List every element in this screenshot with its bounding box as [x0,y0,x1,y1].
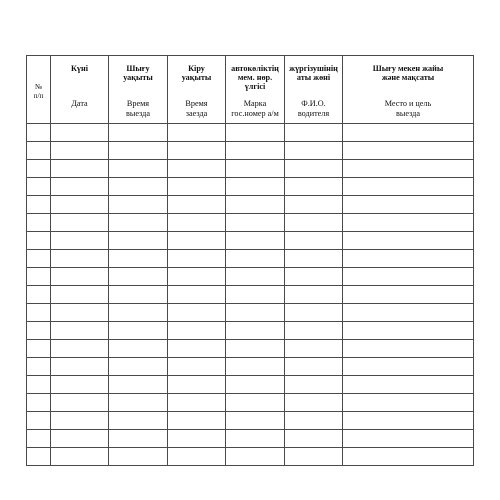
table-cell [285,358,343,376]
table-cell [285,160,343,178]
table-cell [51,448,109,466]
table-cell [109,178,168,196]
table-cell [285,232,343,250]
table-row [27,268,474,286]
table-cell [285,214,343,232]
table-cell [226,412,285,430]
table-cell [285,178,343,196]
col-header-driver-ru: Ф.И.О. водителя [297,99,330,118]
col-header-number [27,56,51,124]
table-cell [109,268,168,286]
table-cell [343,196,474,214]
table-cell [343,340,474,358]
table-cell [285,142,343,160]
table-cell [51,124,109,142]
table-cell [343,214,474,232]
table-cell [27,142,51,160]
table-cell [109,250,168,268]
table-cell [51,304,109,322]
table-cell [51,322,109,340]
col-header-vehicle-ru: Марка гос.номер а/м [231,99,279,118]
table-row [27,412,474,430]
table-cell [226,430,285,448]
col-header-arrival-time-ru: Время заезда [185,99,208,118]
table-cell [51,250,109,268]
table-cell [285,430,343,448]
table-cell [27,250,51,268]
table-cell [109,286,168,304]
table-cell [285,124,343,142]
table-cell [27,322,51,340]
log-table [26,55,474,466]
table-cell [27,214,51,232]
table-cell [343,394,474,412]
table-cell [51,160,109,178]
table-cell [51,412,109,430]
table-cell [226,340,285,358]
table-cell [27,268,51,286]
col-header-date-ru: Дата [71,99,88,108]
table-cell [168,214,226,232]
table-cell [109,394,168,412]
col-header-arrival-time-kz: Кіру уақыты [181,64,212,82]
table-cell [285,268,343,286]
table-cell [226,304,285,322]
table-cell [285,286,343,304]
table-cell [343,178,474,196]
table-cell [168,268,226,286]
table-cell [168,232,226,250]
table-cell [27,394,51,412]
log-body [27,124,474,466]
table-row [27,232,474,250]
table-cell [343,430,474,448]
table-cell [285,322,343,340]
col-header-departure-time-kz: Шығу уақыты [123,64,153,82]
table-cell [226,232,285,250]
table-cell [343,232,474,250]
table-row [27,160,474,178]
table-cell [51,196,109,214]
table-cell [168,358,226,376]
table-cell [168,412,226,430]
table-cell [226,178,285,196]
table-cell [27,178,51,196]
table-cell [51,286,109,304]
table-cell [109,124,168,142]
col-header-number-label: № п/п [33,82,44,100]
table-cell [285,394,343,412]
table-cell [109,304,168,322]
table-cell [226,124,285,142]
table-cell [168,322,226,340]
col-header-destination-kz: Шығу мекен жайы және мақсаты [372,64,444,82]
col-header-destination-ru: Место и цель выезда [384,99,432,118]
table-cell [27,196,51,214]
table-cell [226,286,285,304]
table-cell [109,448,168,466]
table-cell [226,214,285,232]
table-cell [226,142,285,160]
table-cell [285,448,343,466]
table-cell [285,304,343,322]
table-cell [168,394,226,412]
table-cell [27,340,51,358]
table-cell [168,142,226,160]
table-cell [226,376,285,394]
table-cell [51,430,109,448]
table-row [27,178,474,196]
table-cell [168,340,226,358]
col-header-departure-time-ru: Время выезда [126,99,150,118]
table-cell [51,394,109,412]
table-cell [27,304,51,322]
table-cell [27,448,51,466]
col-header-driver-kz: жүргізушінің аты жөні [289,64,338,82]
table-cell [285,412,343,430]
table-cell [109,358,168,376]
table-row [27,448,474,466]
table-cell [226,250,285,268]
table-cell [226,196,285,214]
table-cell [109,430,168,448]
table-cell [343,268,474,286]
table-cell [51,340,109,358]
table-cell [27,430,51,448]
vehicle-departure-log [26,55,473,466]
table-cell [168,250,226,268]
table-row [27,124,474,142]
table-row [27,394,474,412]
table-cell [109,232,168,250]
table-cell [168,304,226,322]
table-cell [168,196,226,214]
col-header-date-kz: Күні [70,64,89,73]
table-cell [226,448,285,466]
table-cell [109,196,168,214]
table-cell [51,214,109,232]
table-cell [226,358,285,376]
table-cell [51,268,109,286]
table-cell [343,448,474,466]
col-header-vehicle [226,56,285,124]
table-row [27,430,474,448]
table-cell [51,142,109,160]
table-cell [285,376,343,394]
table-cell [343,358,474,376]
table-cell [109,376,168,394]
header-row [27,56,474,124]
table-cell [168,430,226,448]
table-row [27,304,474,322]
table-cell [27,160,51,178]
table-cell [51,232,109,250]
table-cell [51,178,109,196]
table-row [27,322,474,340]
col-header-driver [285,56,343,124]
table-cell [109,412,168,430]
col-header-vehicle-kz: автокөліктің мем. нөр. үлгісі [231,64,279,91]
table-cell [27,412,51,430]
table-cell [27,376,51,394]
col-header-date [51,56,109,124]
table-cell [226,160,285,178]
table-cell [226,322,285,340]
table-cell [51,376,109,394]
col-header-destination [343,56,474,124]
table-cell [168,448,226,466]
table-cell [168,124,226,142]
table-cell [343,376,474,394]
table-cell [285,196,343,214]
table-cell [226,394,285,412]
table-cell [27,358,51,376]
table-cell [109,214,168,232]
table-row [27,196,474,214]
table-cell [343,412,474,430]
table-cell [109,160,168,178]
table-cell [51,358,109,376]
col-header-arrival-time [168,56,226,124]
table-cell [343,124,474,142]
table-row [27,142,474,160]
table-cell [168,376,226,394]
table-cell [109,322,168,340]
table-row [27,376,474,394]
table-cell [285,250,343,268]
table-cell [168,286,226,304]
table-cell [27,232,51,250]
table-row [27,250,474,268]
table-cell [343,322,474,340]
table-cell [343,286,474,304]
table-row [27,358,474,376]
table-cell [109,142,168,160]
table-row [27,340,474,358]
table-cell [168,178,226,196]
table-cell [168,160,226,178]
table-row [27,286,474,304]
table-cell [285,340,343,358]
table-row [27,214,474,232]
table-cell [109,340,168,358]
table-cell [226,268,285,286]
table-cell [343,250,474,268]
table-cell [27,286,51,304]
table-cell [343,304,474,322]
table-cell [343,142,474,160]
table-cell [343,160,474,178]
col-header-departure-time [109,56,168,124]
table-cell [27,124,51,142]
